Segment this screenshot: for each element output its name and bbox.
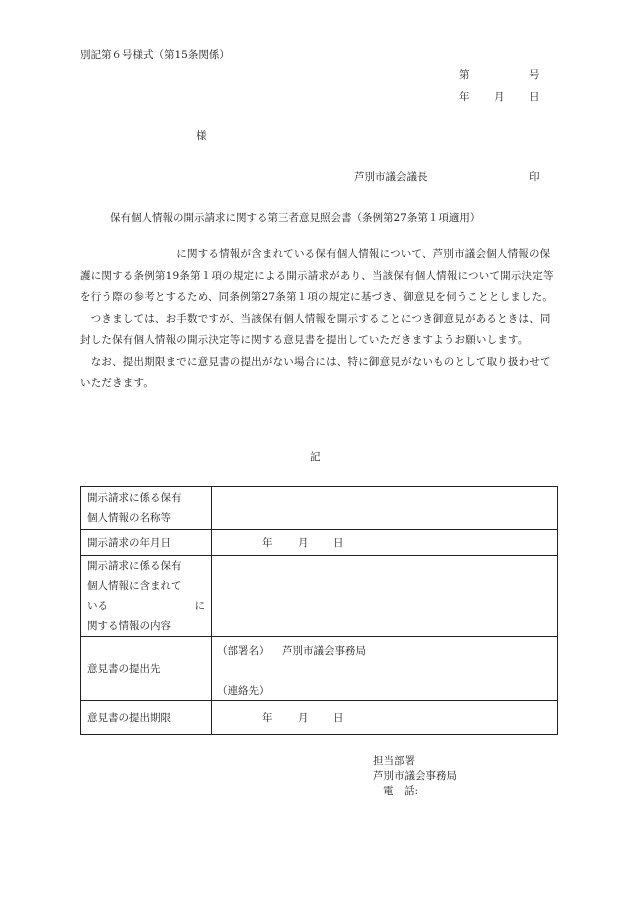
row-label: 意見書の提出期限	[81, 701, 212, 735]
contact-label: （連絡先）	[217, 685, 270, 697]
table-row	[81, 701, 558, 735]
row-label: 意見書の提出先	[81, 637, 212, 701]
record-table	[80, 486, 558, 735]
row-value-submit-to	[212, 637, 558, 701]
date-day: 日	[333, 537, 344, 549]
date-day: 日	[333, 712, 344, 724]
doc-number-go: 号	[529, 69, 540, 81]
footer-phone: 電 話:	[383, 785, 419, 797]
table-row	[81, 487, 558, 530]
sender-seal: 印	[529, 171, 540, 183]
row-value-deadline	[212, 701, 558, 735]
body-paragraph-3: なお、提出期限までに意見書の提出がない場合には、特に御意見がないものとして取り扱わせていただきます。	[80, 355, 551, 389]
sender-name: 芦別市議会議長	[354, 171, 428, 183]
footer-department: 芦別市議会事務局	[373, 770, 457, 782]
row-label: 開示請求の年月日	[81, 530, 212, 556]
body-paragraph-1: に関する情報が含まれている保有個人情報について、芦別市議会個人情報の保護に関する条例第19条第１項の規定による開示請求があり、当該保有個人情報について開示決定等を行う際の参考とするため、同条例第27条第１項の規定に基づき、御意見を伺うこととしました。	[80, 248, 554, 303]
doc-date-year: 年	[459, 91, 470, 103]
doc-date-day: 日	[529, 91, 540, 103]
addressee-sama: 様	[196, 130, 207, 142]
row-label: 開示請求に係る保有 個人情報に含まれて いる に 関する情報の内容	[81, 556, 212, 637]
doc-date-month: 月	[494, 91, 505, 103]
row-value	[212, 487, 558, 530]
row-label: 開示請求に係る保有 個人情報の名称等	[81, 487, 212, 530]
dept-label: （部署名）	[217, 645, 270, 657]
document-title: 保有個人情報の開示請求に関する第三者意見照会書（条例第27条第１項適用）	[110, 212, 481, 224]
form-id: 別記第６号様式（第15条関係）	[80, 49, 230, 61]
body-text	[80, 244, 556, 395]
body-paragraph-2: つきましては、お手数ですが、当該保有個人情報を開示することにつき御意見があるときは、同封した保有個人情報の開示決定等に関する意見書を提出していただきますようお願いします。	[80, 312, 551, 346]
footer-department-label: 担当部署	[373, 755, 415, 767]
table-row	[81, 530, 558, 556]
table-row	[81, 637, 558, 701]
date-year: 年	[262, 537, 273, 549]
dept-value: 芦別市議会事務局	[282, 645, 366, 657]
date-year: 年	[262, 712, 273, 724]
row-value	[212, 556, 558, 637]
doc-number-dai: 第	[459, 69, 470, 81]
date-month: 月	[298, 537, 309, 549]
table-row	[81, 556, 558, 637]
ki-heading: 記	[310, 451, 321, 463]
date-month: 月	[298, 712, 309, 724]
row-value-date	[212, 530, 558, 556]
